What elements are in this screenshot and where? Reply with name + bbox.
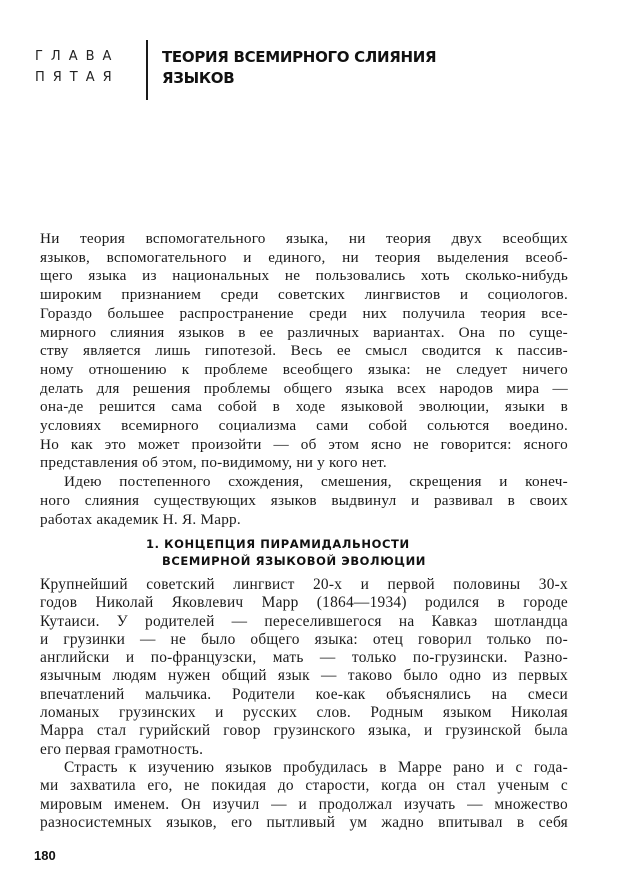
text-line: мировым именем. Он изучил — и продолжал изучать — множество xyxy=(40,795,568,813)
text-line: ного слияния существующих языков выдвинул и развивал в своих xyxy=(40,491,568,509)
intro-text xyxy=(40,230,568,529)
intro-paragraph-1 xyxy=(40,230,568,473)
section-heading xyxy=(146,536,426,570)
text-line: ному отношению к проблеме всеобщего языка: не следует ничего xyxy=(40,360,568,378)
text-line: широким признанием среди советских лингвистов и социологов. xyxy=(40,286,568,304)
chapter-label-line1: ГЛАВА xyxy=(35,49,120,64)
text-line: язычным людям нужен общий язык — таково было одно из первых xyxy=(40,667,568,685)
text-line: представления об этом, по-видимому, ни у кого нет. xyxy=(40,454,387,472)
chapter-title xyxy=(162,47,436,89)
text-line: Но как это может произойти — об этом ясно не говорится: ясного xyxy=(40,435,568,453)
text-line: делать для решения проблемы общего языка всех народов мира — xyxy=(40,379,568,397)
text-line: Страсть к изучению языков пробудилась в Марре рано и с года- xyxy=(64,758,568,776)
section-heading-line1: 1. КОНЦЕПЦИЯ ПИРАМИДАЛЬНОСТИ xyxy=(146,537,410,551)
section-heading-line2: ВСЕМИРНОЙ ЯЗЫКОВОЙ ЭВОЛЮЦИИ xyxy=(162,554,427,568)
section-text xyxy=(40,576,568,832)
chapter-divider-rule xyxy=(146,40,148,100)
chapter-title-line1: ТЕОРИЯ ВСЕМИРНОГО СЛИЯНИЯ xyxy=(162,48,437,66)
intro-paragraph-2 xyxy=(40,473,568,529)
text-line: Гораздо большее распространение среди них получила теория все- xyxy=(40,304,568,322)
page-number: 180 xyxy=(34,848,56,863)
text-line: работах академик Н. Я. Марр. xyxy=(40,510,241,528)
section-paragraph-2 xyxy=(40,759,568,832)
text-line: впечатлений мальчика. Родители кое-как объяснялись на смеси xyxy=(40,685,568,703)
chapter-title-line2: ЯЗЫКОВ xyxy=(162,69,235,87)
text-line: Кутаиси. У родителей — переселившегося на Кавказ шотландца xyxy=(40,612,568,630)
text-line: годов Николай Яковлевич Марр (1864—1934) родился в городе xyxy=(40,594,568,612)
text-line: Идею постепенного схождения, смешения, скрещения и конеч- xyxy=(64,473,568,491)
text-line: английски и по-французски, мать — только по-грузински. Разно- xyxy=(40,649,568,667)
text-line: Крупнейший советский лингвист 20-х и первой половины 30-х xyxy=(40,576,568,593)
text-line: разносистемных языков, его пытливый ум жадно впитывал в себя xyxy=(40,813,568,831)
text-line: она-де решится сама собой в ходе языковой эволюции, языки в xyxy=(40,398,568,416)
chapter-label-line2: ПЯТАЯ xyxy=(35,70,120,85)
text-line: его первая грамотность. xyxy=(40,740,204,758)
text-line: условиях всемирного социализма сами собой сольются воедино. xyxy=(40,417,568,435)
section-paragraph-1 xyxy=(40,576,568,759)
text-line: ству является лишь гипотезой. Весь ее смысл сводится к пассив- xyxy=(40,342,568,360)
text-line: языков, вспомогательного и единого, ни теория выделения всеоб- xyxy=(40,248,568,266)
text-line: ми захватила его, не покидая до старости, когда он стал ученым с xyxy=(40,777,568,795)
text-line: мирного слияния языков в ее различных вариантах. Она по суще- xyxy=(40,323,568,341)
chapter-label xyxy=(35,46,120,88)
text-line: Ни теория вспомогательного языка, ни теория двух всеобщих xyxy=(40,230,568,247)
text-line: ломаных грузинских и русских слов. Родным языком Николая xyxy=(40,704,568,722)
text-line: щего языка из национальных не пользовались хоть сколько-нибудь xyxy=(40,267,568,285)
text-line: Марра стал гурийский говор грузинского языка, и грузинской была xyxy=(40,722,568,740)
text-line: и грузинки — не было общего языка: отец говорил только по- xyxy=(40,630,568,648)
